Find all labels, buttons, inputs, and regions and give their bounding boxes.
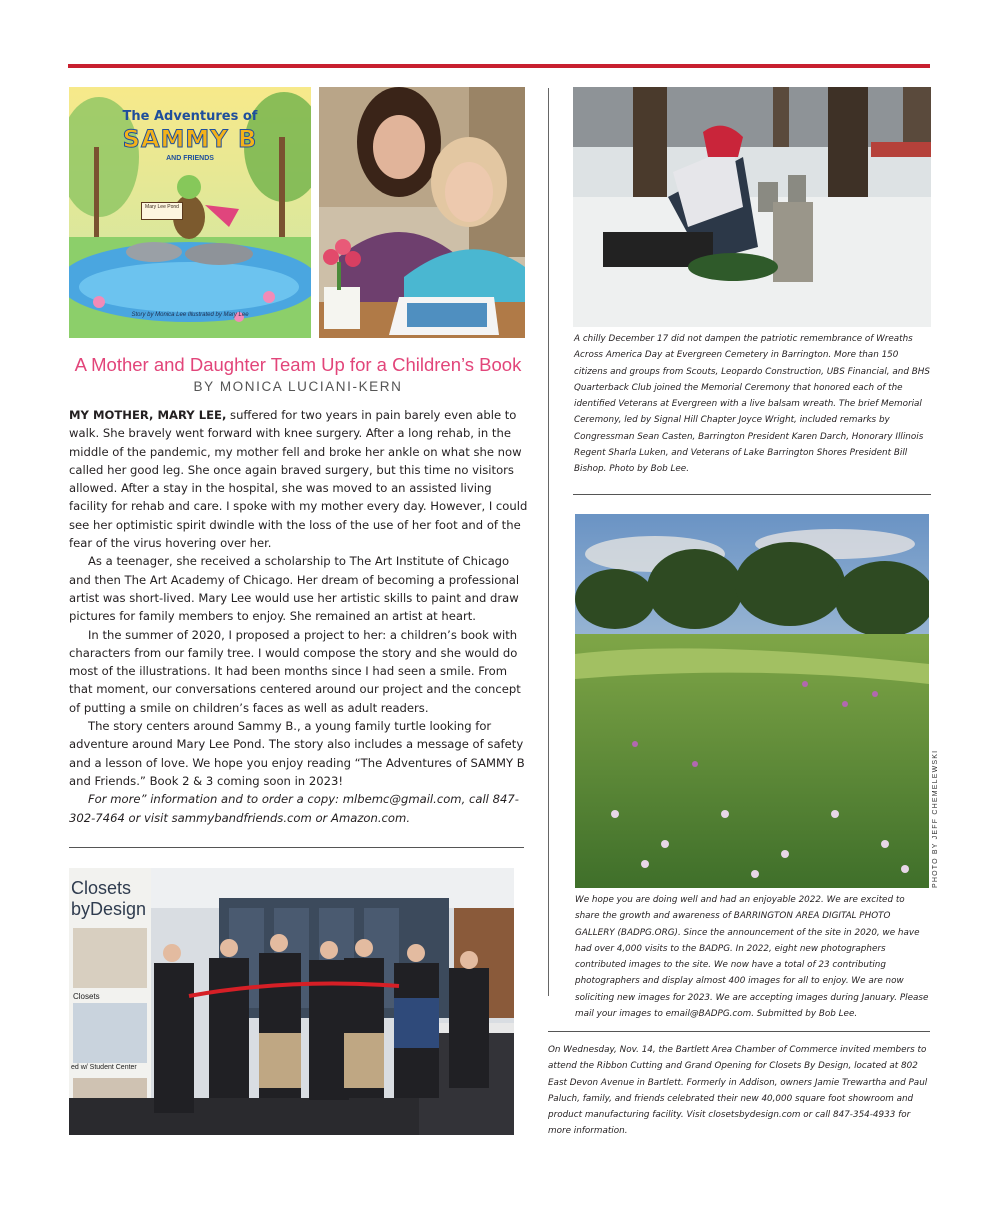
prairie-caption: We hope you are doing well and had an enjoyable 2022. We are excited to share the growth and awareness of BARRINGTON AREA DIGITAL PHOTO GALLERY (BADPG.ORG). Since the announcement of the site in 2020, we have had over 4,000 visits to the BADPG. In 2022, eight new photographers contributed images to the site. We now have a total of 23 contributing photographers and display almost 400 images for all to enjoy. We are now soliciting new images for 2023. We are accepting images during January. Please mail your images to email@BADPG.com. Submitted by Bob Lee. (575, 895, 929, 1020)
ribbon-cutting-caption: On Wednesday, Nov. 14, the Bartlett Area Chamber of Commerce invited members to attend the Ribbon Cutting and Grand Opening for Closets By Design, located at 802 East Devon Avenue in Bartlett. Formerly in Addison, owners Jamie Trewartha and Paul Paluch, family, and friends celebrated their new 40,000 square foot showroom and product manufacturing facility. Visit closetsbydesign.com or call 847-354-4933 for more information. (548, 1045, 928, 1137)
article-paragraph-2: As a teenager, she received a scholarship to The Art Institute of Chicago and then The Art Academy of Chicago. Her dream of becoming a professional artist was short-lived. Mary Lee would use her artistic skills to paint and draw pictures for family members to enjoy. She remained an artist at heart. (69, 554, 520, 624)
mother-daughter-photo (319, 87, 525, 338)
article-paragraph-4: The story centers around Sammy B., a young family turtle looking for adventure around Mary Lee Pond. The story also includes a message of safety and a lesson of love. We hope you enjoy reading “The Adventures of SAMMY B and Friends.” Book 2 & 3 coming soon in 2023! (69, 719, 525, 788)
ribbon-sign-line1: Closets (71, 878, 132, 898)
column-separator (548, 88, 549, 996)
cover-title-line3: AND FRIENDS (166, 155, 214, 162)
top-red-rule (68, 64, 930, 68)
article-byline: BY MONICA LUCIANI-KERN (193, 379, 403, 394)
ribbon-panel-label2: ed w/ Student Center (71, 1064, 137, 1071)
right-column-divider-1 (573, 494, 931, 495)
article-body (69, 406, 529, 827)
cover-credit: Story by Monica Lee Illustrated by Mary Lee (131, 312, 249, 318)
ribbon-cutting-photo (69, 868, 514, 1135)
left-column-divider (69, 847, 524, 848)
book-cover-image (69, 87, 311, 338)
article-contact: For more” information and to order a copy: mlbemc@gmail.com, call 847-302-7464 or visit sammybandfriends.com or Amazon.com. (69, 792, 519, 825)
article-paragraph-3: In the summer of 2020, I proposed a project to her: a children’s book with characters from our family tree. I would compose the story and she would do most of the illustrations. It had been months since I had seen a smile. From that moment, our conversations centered around our project and the concept of putting a smile on children’s faces as well as adult readers. (69, 627, 521, 715)
wreath-ceremony-photo (573, 87, 931, 327)
ribbon-panel-label1: Closets (73, 992, 100, 1001)
lead-in: MY MOTHER, MARY LEE, (69, 408, 227, 422)
paragraph-1-text: suffered for two years in pain barely even able to walk. She bravely went forward with knee surgery. After a long rehab, in the middle of the pandemic, my mother fell and broke her ankle on what she now called her good leg. She once again braved surgery, but this time no visitors allowed. After a stay in the hospital, she was moved to an assisted living facility for rehab and care. I spoke with my mother every day. However, I could see her optimistic spirit dwindle with the loss of the use of her foot and of the fear of the virus hovering over her. (69, 408, 528, 551)
article-title: A Mother and Daughter Team Up for a Children’s Book (74, 354, 522, 375)
cover-title-line1: The Adventures of (122, 109, 258, 124)
prairie-photo (575, 514, 929, 888)
right-column-divider-2 (548, 1031, 930, 1032)
prairie-photo-credit: PHOTO BY JEFF CHEMELEWSKI (932, 749, 939, 888)
article-paragraph-1 (69, 406, 529, 552)
cover-pond-sign: Mary Lee Pond (141, 202, 183, 220)
ribbon-sign-line2: byDesign (71, 899, 147, 919)
wreath-caption: A chilly December 17 did not dampen the patriotic remembrance of Wreaths Across America Day at Evergreen Cemetery in Barrington. More than 150 citizens and groups from Scouts, Leopardo Construction, UBS Financial, and BHS Quarterback Club joined the Memorial Ceremony that honored each of the identified Veterans at Evergreen with a live balsam wreath. The brief Memorial Ceremony, led by Signal Hill Chapter Joyce Wright, included remarks by Congressman Sean Casten, Barrington President Karen Darch, Honorary Illinois Regent Sharla Luken, and Veterans of Lake Barrington Shores President Bill Bishop. Photo by Bob Lee. (574, 334, 930, 475)
cover-title-line2: SAMMY B (122, 125, 258, 153)
